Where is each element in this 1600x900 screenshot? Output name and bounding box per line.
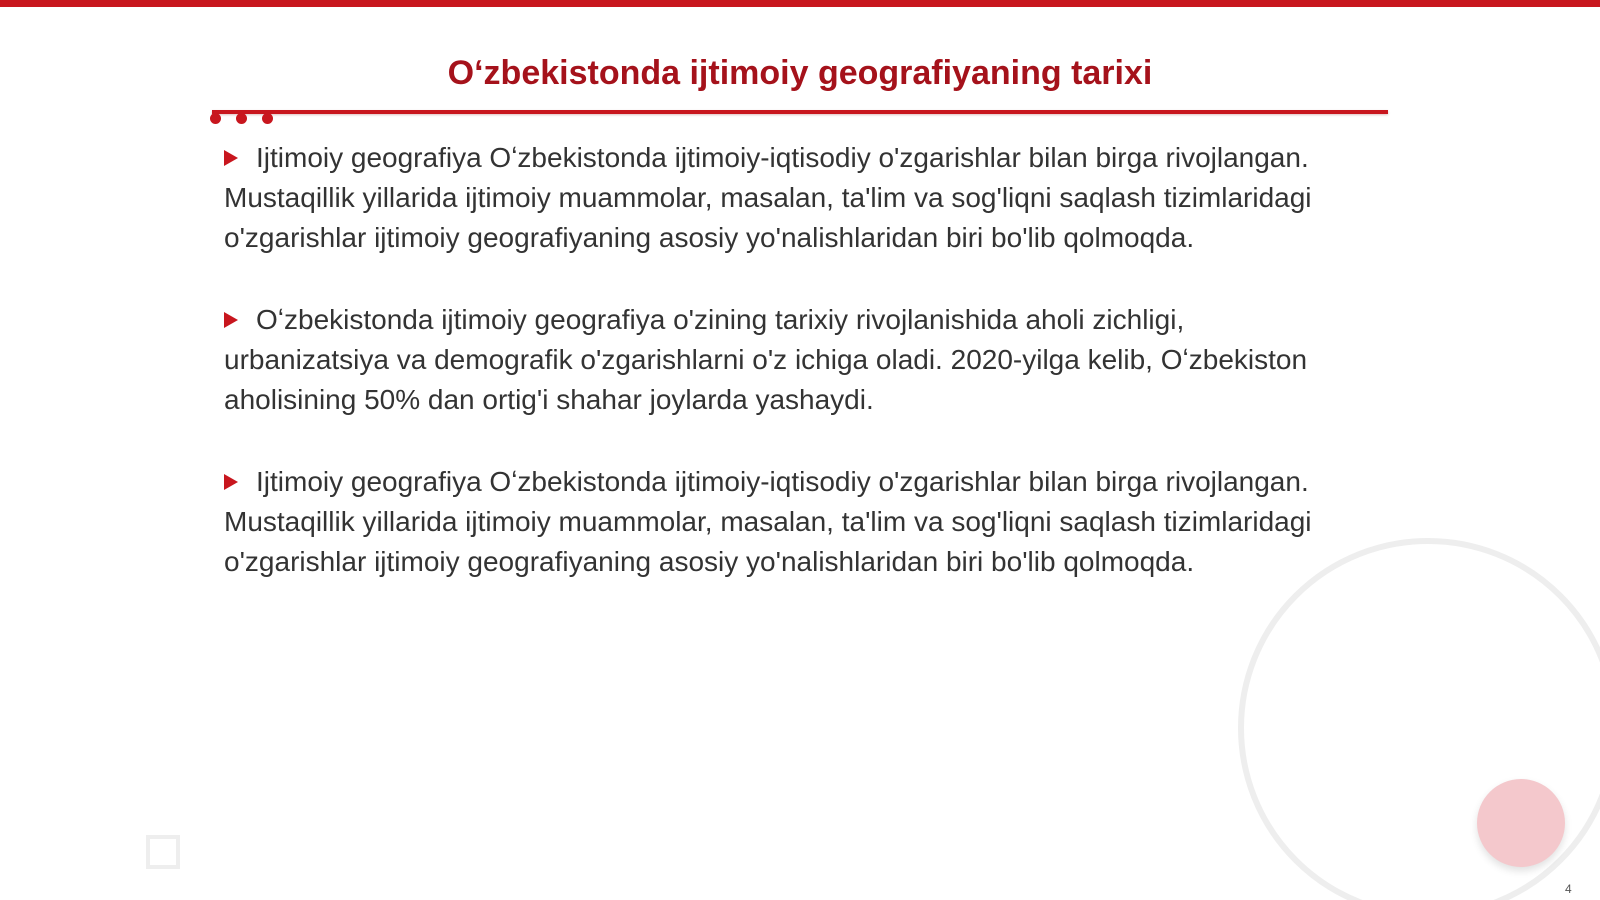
decor-square (146, 835, 180, 869)
bullet-paragraph-3 (224, 462, 1354, 582)
paragraph-text: Ijtimoiy geografiya Oʻzbekistonda ijtimoiy-iqtisodiy o'zgarishlar bilan birga rivojlangan. Mustaqillik yillarida ijtimoiy muammolar, masalan, ta'lim va sog'liqni saqlash tizimlaridagi o'zgarishlar ijtimoiy geografiyaning asosiy yo'nalishlaridan biri bo'lib qolmoqda. (224, 466, 1312, 577)
triangle-bullet-icon (224, 312, 238, 328)
decor-pink-circle (1477, 779, 1565, 867)
bullet-paragraph-1 (224, 138, 1354, 258)
triangle-bullet-icon (224, 150, 238, 166)
page-number: 4 (1565, 882, 1572, 896)
decor-dot-1 (210, 113, 221, 124)
title-underline (212, 110, 1388, 114)
paragraph-text: Ijtimoiy geografiya Oʻzbekistonda ijtimoiy-iqtisodiy o'zgarishlar bilan birga rivojlangan. Mustaqillik yillarida ijtimoiy muammolar, masalan, ta'lim va sog'liqni saqlash tizimlaridagi o'zgarishlar ijtimoiy geografiyaning asosiy yo'nalishlaridan biri bo'lib qolmoqda. (224, 142, 1312, 253)
paragraph-text: Oʻzbekistonda ijtimoiy geografiya o'zining tarixiy rivojlanishida aholi zichligi, urbanizatsiya va demografik o'zgarishlarni o'z ichiga oladi. 2020-yilga kelib, Oʻzbekiston aholisining 50% dan ortig'i shahar joylarda yashaydi. (224, 304, 1308, 415)
top-accent-bar (0, 0, 1600, 7)
slide-body (224, 138, 1354, 582)
decor-dot-3 (262, 113, 273, 124)
bullet-paragraph-2 (224, 300, 1354, 420)
decor-dot-2 (236, 113, 247, 124)
slide-title: Oʻzbekistonda ijtimoiy geografiyaning tarixi (447, 54, 1153, 92)
triangle-bullet-icon (224, 474, 238, 490)
